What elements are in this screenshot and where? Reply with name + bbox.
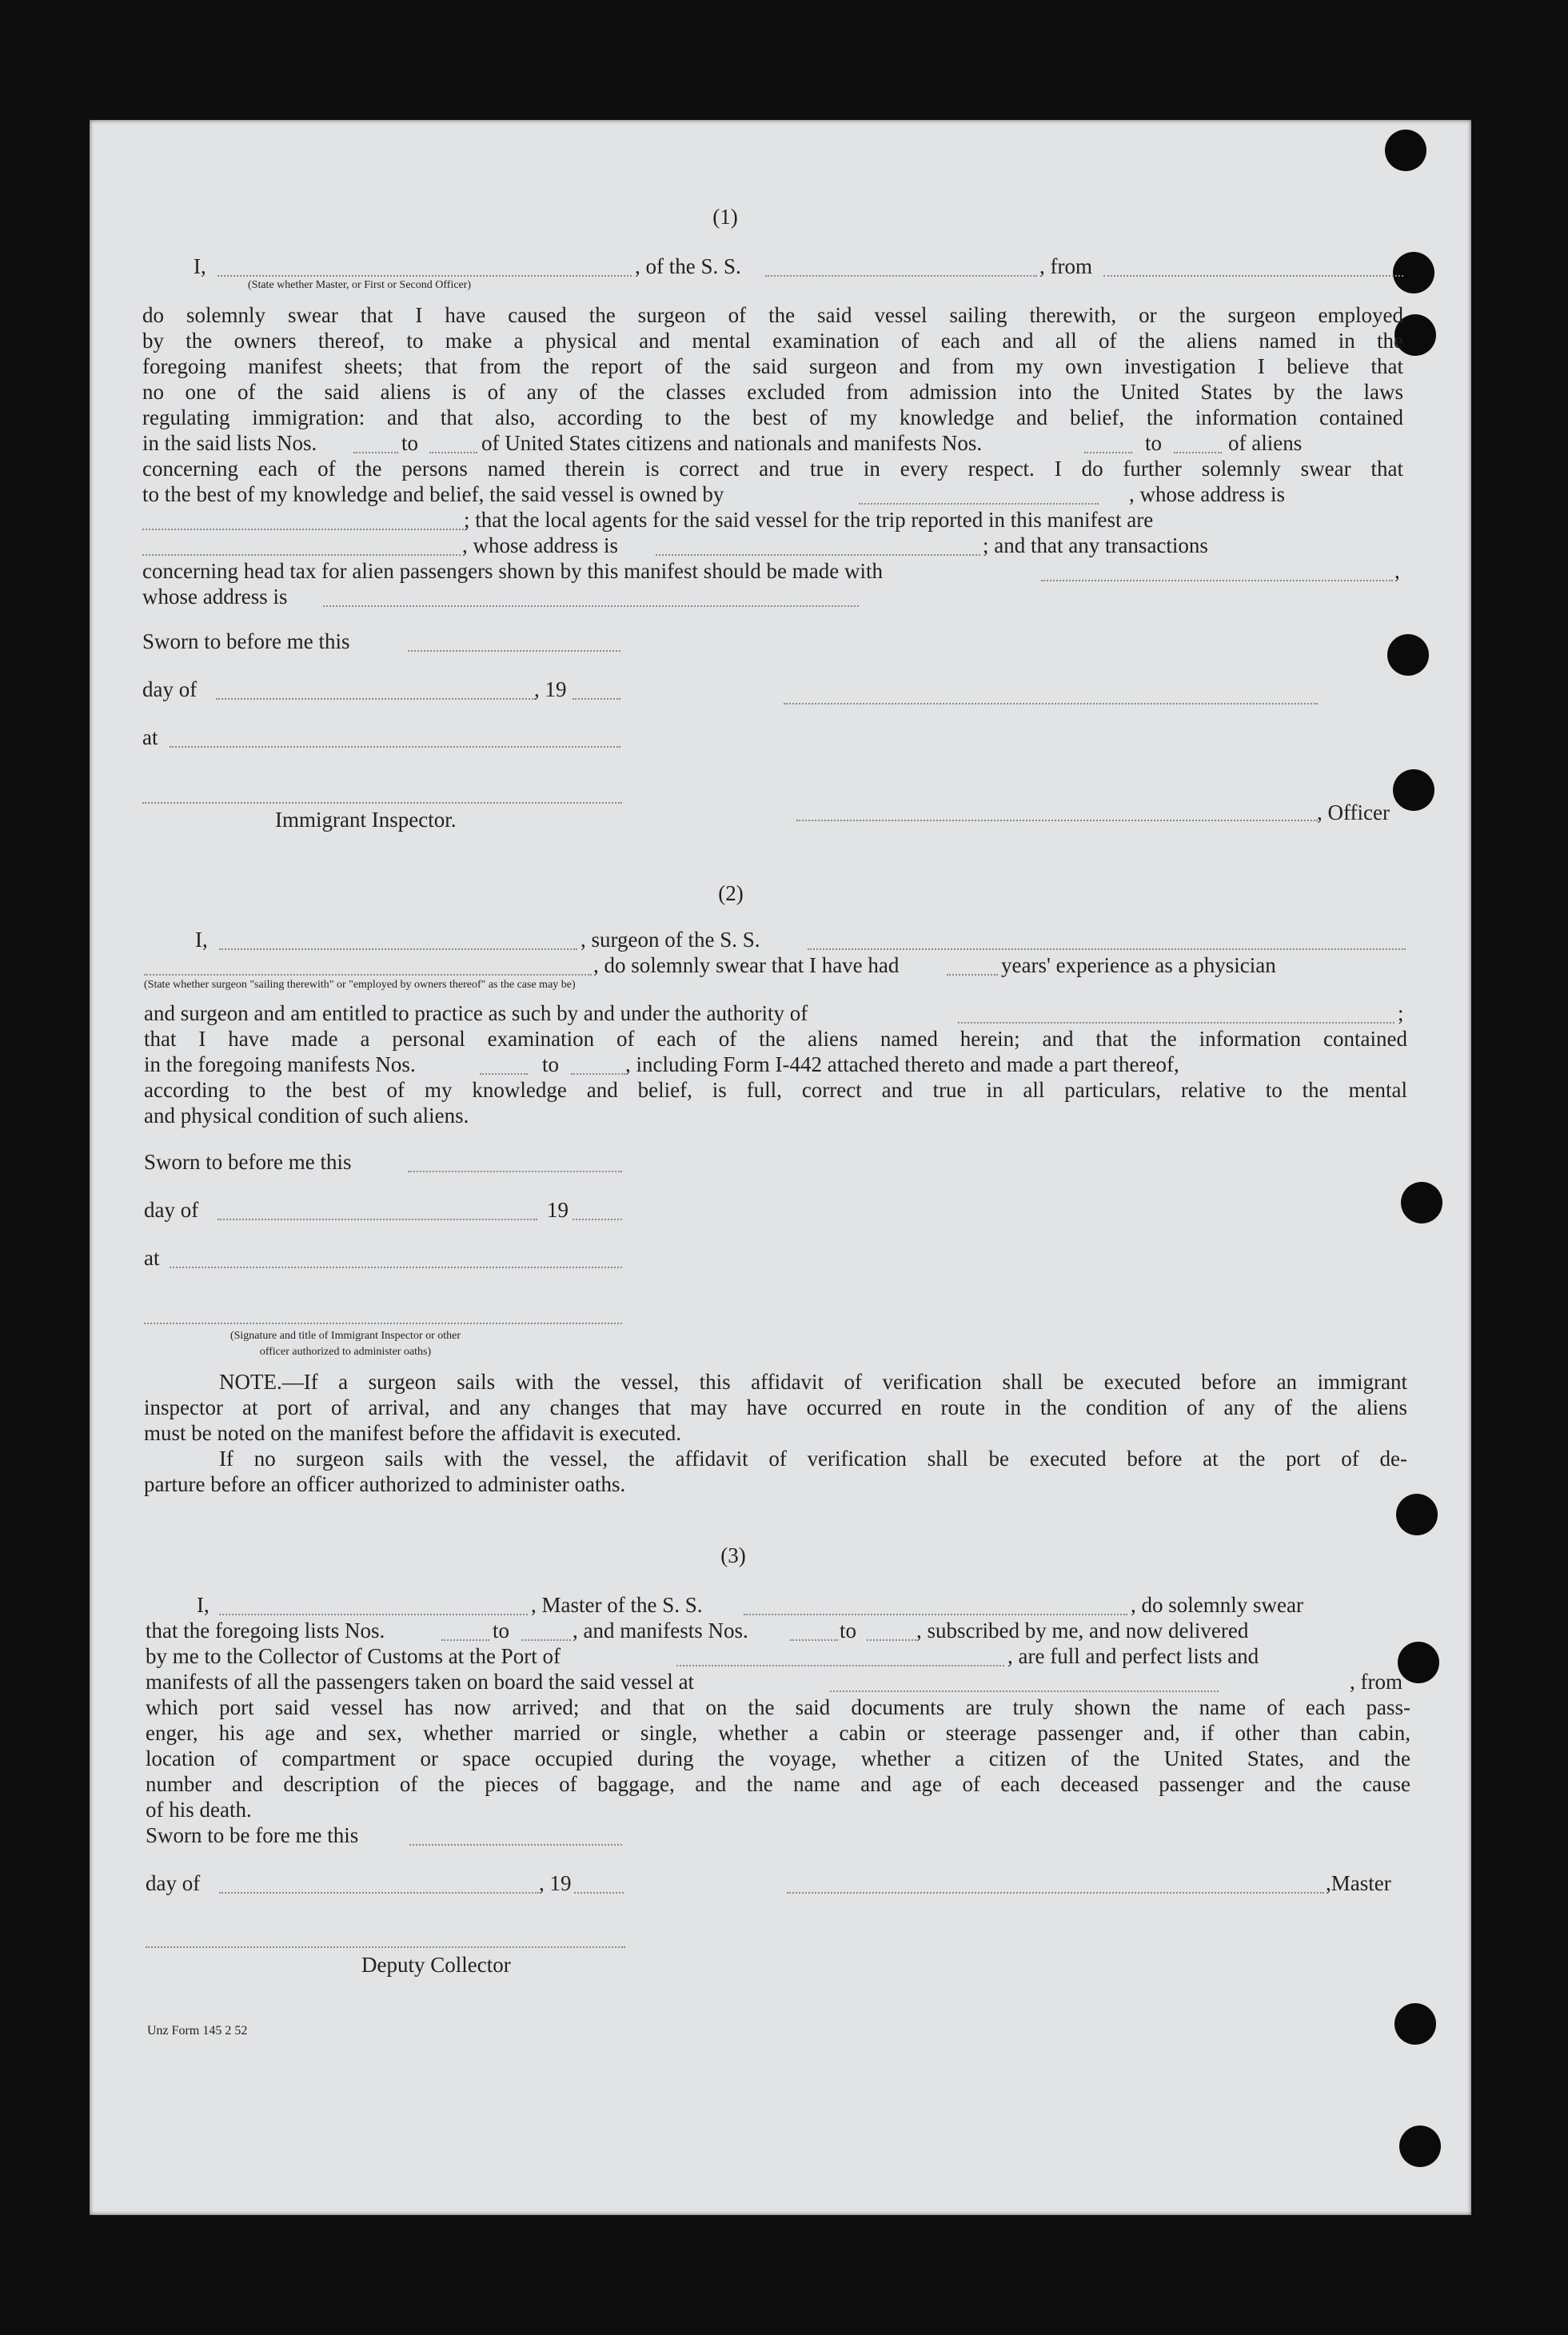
day-of-label: day of [146, 1871, 201, 1895]
section-1-number: (1) [712, 205, 738, 229]
master-label: ,Master [1326, 1871, 1391, 1895]
section-1-opening: I, [194, 254, 206, 278]
citizens-manifests-label: of United States citizens and nationals and manifests Nos. [481, 431, 983, 455]
lists-from-field[interactable] [353, 452, 398, 453]
officer-label: , Officer [1317, 800, 1390, 824]
section-3-text-line: number and description of the pieces of baggage, and the name and age of each deceased passenger and the cause [146, 1772, 1410, 1796]
year-label: 19 [547, 1198, 569, 1222]
sworn-label: Sworn to be fore me this [146, 1823, 359, 1847]
officer-name-field[interactable] [217, 275, 632, 277]
inspector-signature-field[interactable] [144, 1323, 622, 1324]
note-text-line: inspector at port of arrival, and any changes that may have occurred en route in the condition of any of the aliens [144, 1395, 1407, 1419]
surgeon-caption: (State whether surgeon "sailing therewith" or "employed by owners thereof" as the case may be) [144, 979, 576, 991]
lists-to-field[interactable] [429, 452, 477, 453]
to-label: to [1145, 431, 1163, 455]
semicolon: ; [1398, 1001, 1404, 1025]
sworn-label: Sworn to before me this [142, 629, 350, 653]
section-2-number: (2) [718, 881, 744, 905]
officer-title-field[interactable] [796, 820, 1318, 821]
manifests-nos-label: , and manifests Nos. [573, 1619, 748, 1642]
sworn-date-field[interactable] [408, 1171, 622, 1172]
punch-hole [1394, 2003, 1436, 2045]
head-tax-contact-field[interactable] [1041, 580, 1393, 581]
month-field[interactable] [219, 1892, 539, 1894]
head-tax-address-field[interactable] [323, 605, 859, 607]
master-of-label: , Master of the S. S. [531, 1593, 703, 1617]
punch-hole [1393, 252, 1434, 293]
to-label: to [401, 431, 419, 455]
collector-signature-field[interactable] [146, 1946, 625, 1948]
year-label: , 19 [539, 1871, 572, 1895]
form-i442-label: , including Form I-442 attached thereto and made a part thereof, [625, 1052, 1179, 1076]
note-text-line: NOTE.—If a surgeon sails with the vessel, this affidavit of verification shall be executed before an immigrant [219, 1370, 1407, 1394]
signature-caption: officer authorized to administer oaths) [259, 1346, 432, 1358]
to-label: to [542, 1052, 560, 1076]
transactions-label: ; and that any transactions [983, 533, 1208, 557]
section-2-text-line: and physical condition of such aliens. [144, 1104, 469, 1128]
punch-hole [1387, 634, 1429, 676]
punch-hole [1396, 1494, 1438, 1535]
from-label: , from [1350, 1670, 1402, 1694]
whose-address-label: , whose address is [1129, 482, 1285, 506]
of-aliens-label: of aliens [1228, 431, 1303, 455]
section-3-text-line: location of compartment or space occupied during the voyage, whether a citizen of the United States, and the [146, 1746, 1410, 1770]
section-1-text-line: concerning each of the persons named therein is correct and true in every respect. I do further solemnly swear that [142, 457, 1403, 481]
at-label: at [144, 1246, 160, 1270]
surgeon-manifests-from-field[interactable] [480, 1073, 528, 1075]
vessel-name-field[interactable] [765, 275, 1037, 277]
punch-hole [1385, 130, 1426, 171]
day-of-label: day of [142, 677, 197, 701]
section-2-text-line: according to the best of my knowledge and belief, is full, correct and true in all particulars, relative to the mental [144, 1078, 1407, 1102]
manifests-nos-label: in the foregoing manifests Nos. [144, 1052, 416, 1076]
from-label: , from [1039, 254, 1092, 278]
collector-port-label: by me to the Collector of Customs at the Port of [146, 1644, 561, 1668]
surgeon-of-label: , surgeon of the S. S. [581, 928, 760, 952]
surgeon-manifests-to-field[interactable] [571, 1073, 625, 1075]
year-label: , 19 [534, 677, 567, 701]
punch-hole [1399, 2125, 1441, 2167]
officer-signature-field[interactable] [784, 703, 1318, 704]
lists-nos-label: that the foregoing lists Nos. [146, 1619, 385, 1642]
manifests-to-field[interactable] [1174, 452, 1222, 453]
owned-by-label: to the best of my knowledge and belief, the said vessel is owned by [142, 482, 724, 506]
whose-address-label: whose address is [142, 585, 288, 609]
section-2-opening: I, [195, 928, 208, 952]
surgeon-name-field[interactable] [219, 948, 577, 950]
section-3-opening: I, [197, 1593, 209, 1617]
manifests-to-field[interactable] [867, 1639, 916, 1641]
form-number: Unz Form 145 2 52 [147, 2024, 248, 2038]
inspector-signature-field[interactable] [142, 802, 622, 804]
punch-hole [1398, 1642, 1439, 1683]
master-signature-field[interactable] [787, 1892, 1324, 1894]
surgeon-vessel-field[interactable] [808, 948, 1406, 950]
manifests-from-field[interactable] [790, 1639, 838, 1641]
swear-label: , do solemnly swear [1131, 1593, 1303, 1617]
sworn-label: Sworn to before me this [144, 1150, 352, 1174]
sworn-date-field[interactable] [409, 1844, 622, 1846]
owner-field[interactable] [859, 503, 1099, 505]
location-field[interactable] [170, 1267, 622, 1268]
years-experience-field[interactable] [947, 974, 998, 976]
year-field[interactable] [574, 1892, 624, 1894]
agents-address-field[interactable] [656, 554, 980, 556]
authority-label: and surgeon and am entitled to practice as such by and under the authority of [144, 1001, 808, 1025]
authority-field[interactable] [958, 1022, 1394, 1024]
subscribed-label: , subscribed by me, and now delivered [916, 1619, 1249, 1642]
of-the-ss-label: , of the S. S. [635, 254, 741, 278]
master-name-field[interactable] [219, 1614, 528, 1615]
signature-caption: (Signature and title of Immigrant Inspector or other [229, 1330, 461, 1342]
master-vessel-field[interactable] [744, 1614, 1127, 1615]
section-1-text-line: no one of the said aliens is of any of the classes excluded from admission into the United States by the laws [142, 380, 1403, 404]
lists-to-field[interactable] [521, 1639, 571, 1641]
swear-label: , do solemnly swear that I have had [593, 953, 900, 977]
from-port-field[interactable] [1103, 275, 1403, 277]
section-1-text-line: by the owners thereof, to make a physical and mental examination of each and all of the aliens named in the [142, 329, 1403, 353]
deputy-collector-label: Deputy Collector [361, 1953, 511, 1977]
taken-on-board-label: manifests of all the passengers taken on board the said vessel at [146, 1670, 695, 1694]
form-page [90, 120, 1471, 2215]
section-3-text-line: which port said vessel has now arrived; and that on the said documents are truly shown the name of each pass- [146, 1695, 1410, 1719]
section-1-text-line: do solemnly swear that I have caused the surgeon of the said vessel sailing therewith, or the surgeon employed [142, 303, 1403, 327]
lists-from-field[interactable] [441, 1639, 489, 1641]
section-1-text-line: foregoing manifest sheets; that from the report of the said surgeon and from my own investigation I believe that [142, 354, 1403, 378]
officer-caption: (State whether Master, or First or Second Officer) [248, 279, 472, 291]
sworn-date-field[interactable] [408, 650, 620, 652]
to-label: to [840, 1619, 857, 1642]
note-text-line: parture before an officer authorized to administer oaths. [144, 1472, 626, 1496]
local-agents-label: ; that the local agents for the said vessel for the trip reported in this manifest are [464, 508, 1154, 532]
full-lists-label: , are full and perfect lists and [1007, 1644, 1259, 1668]
note-text-line: must be noted on the manifest before the affidavit is executed. [144, 1421, 682, 1445]
year-field[interactable] [573, 1219, 622, 1220]
punch-hole [1401, 1182, 1442, 1223]
section-3-number: (3) [720, 1543, 746, 1567]
port-field[interactable] [676, 1665, 1004, 1666]
month-field[interactable] [216, 698, 536, 700]
section-3-text-line: of his death. [146, 1798, 252, 1822]
location-field[interactable] [170, 746, 620, 748]
section-3-text-line: enger, his age and sex, whether married or single, whether a cabin or steerage passenger and, if other than cabin, [146, 1721, 1410, 1745]
manifests-from-field[interactable] [1084, 452, 1132, 453]
head-tax-label: concerning head tax for alien passengers shown by this manifest should be made with [142, 559, 884, 583]
immigrant-inspector-label: Immigrant Inspector. [275, 808, 457, 832]
surgeon-status-field[interactable] [144, 974, 592, 976]
to-label: to [493, 1619, 510, 1642]
year-field[interactable] [573, 698, 620, 700]
punch-hole [1393, 769, 1434, 811]
section-2-text-line: that I have made a personal examination of each of the aliens named herein; and that the information contained [144, 1027, 1407, 1051]
at-label: at [142, 725, 158, 749]
note-text-line: If no surgeon sails with the vessel, the affidavit of verification shall be executed before at the port of de- [219, 1447, 1407, 1471]
section-1-text-line: regulating immigration: and that also, according to the best of my knowledge and belief, the information contained [142, 405, 1403, 429]
comma: , [1394, 559, 1400, 583]
boarding-port-field[interactable] [830, 1690, 1219, 1692]
whose-address-label: , whose address is [462, 533, 618, 557]
month-field[interactable] [217, 1219, 537, 1220]
day-of-label: day of [144, 1198, 199, 1222]
years-experience-label: years' experience as a physician [1001, 953, 1276, 977]
owner-address-field[interactable] [142, 529, 467, 530]
lists-nos-label: in the said lists Nos. [142, 431, 317, 455]
local-agents-field[interactable] [142, 554, 461, 556]
